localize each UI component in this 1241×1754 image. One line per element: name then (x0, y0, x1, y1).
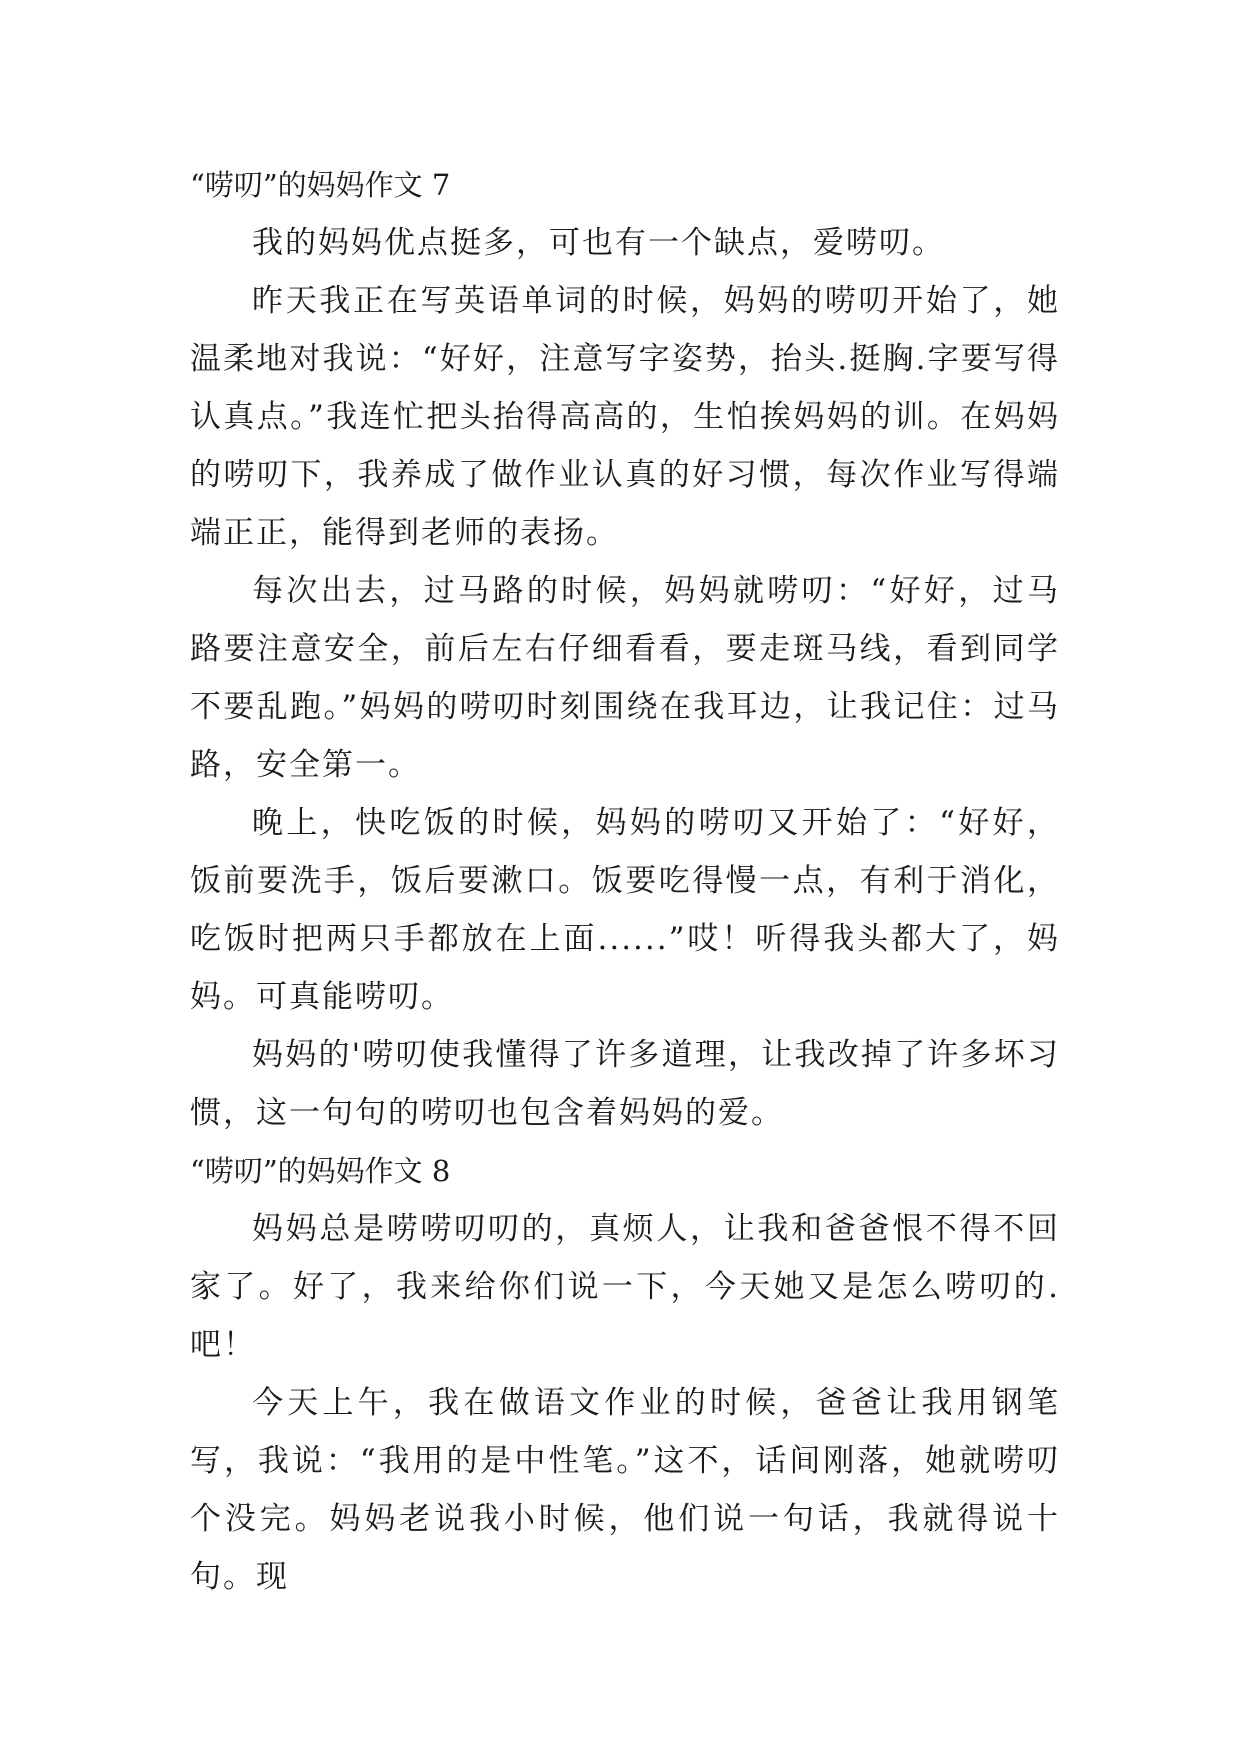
section-heading: “唠叨”的妈妈作文 8 (190, 1154, 451, 1188)
paragraph: 我的妈妈优点挺多，可也有一个缺点，爱唠叨。 (252, 225, 945, 261)
paragraph: 每次出去，过马路的时候，妈妈就唠叨：“好好，过马路要注意安全，前后左右仔细看看，要走斑马线，看到同学不要乱跑。”妈妈的唠叨时刻围绕在我耳边，让我记住：过马路，安全第一。 (190, 573, 1060, 783)
document-page (190, 156, 1060, 1606)
paragraph: 今天上午，我在做语文作业的时候，爸爸让我用钢笔写，我说：“我用的是中性笔。”这不，话间刚落，她就唠叨个没完。妈妈老说我小时候，他们说一句话，我就得说十句。现 (190, 1385, 1060, 1595)
paragraph: 妈妈的'唠叨使我懂得了许多道理，让我改掉了许多坏习惯，这一句句的唠叨也包含着妈妈的爱。 (190, 1037, 1060, 1131)
paragraph: 晚上，快吃饭的时候，妈妈的唠叨又开始了：“好好，饭前要洗手，饭后要漱口。饭要吃得慢一点，有利于消化，吃饭时把两只手都放在上面......”哎！听得我头都大了，妈妈。可真能唠叨。 (190, 805, 1060, 1015)
essay-section-8 (190, 1142, 1060, 1606)
essay-section-7 (190, 156, 1060, 1142)
section-heading: “唠叨”的妈妈作文 7 (190, 168, 451, 202)
paragraph: 昨天我正在写英语单词的时候，妈妈的唠叨开始了，她温柔地对我说：“好好，注意写字姿势，抬头.挺胸.字要写得认真点。”我连忙把头抬得高高的，生怕挨妈妈的训。在妈妈的唠叨下，我养成了做作业认真的好习惯，每次作业写得端端正正，能得到老师的表扬。 (190, 283, 1060, 551)
paragraph: 妈妈总是唠唠叨叨的，真烦人，让我和爸爸恨不得不回家了。好了，我来给你们说一下，今天她又是怎么唠叨的.吧！ (190, 1211, 1060, 1363)
